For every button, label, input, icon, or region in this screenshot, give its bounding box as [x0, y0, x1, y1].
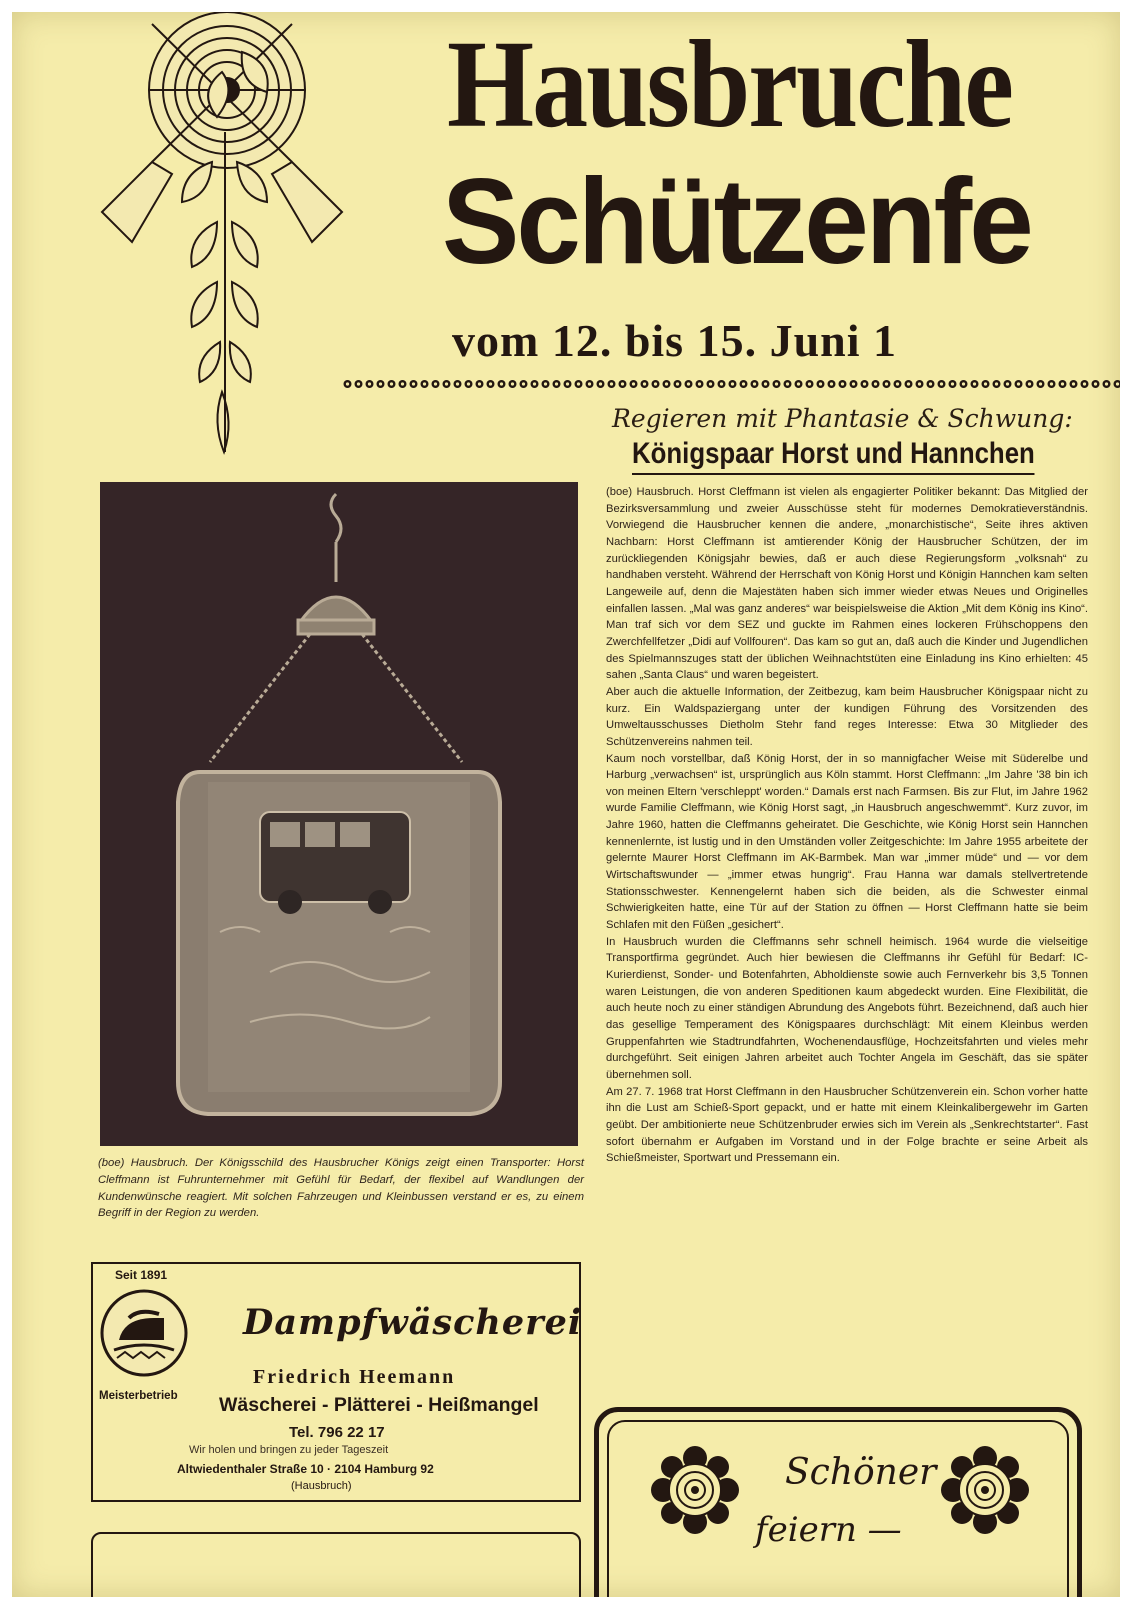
- promo-line-2: feiern —: [755, 1510, 902, 1550]
- ad-since: Seit 1891: [115, 1268, 168, 1282]
- ad-master-badge: Meisterbetrieb: [99, 1390, 178, 1402]
- article-kicker: Regieren mit Phantasie & Schwung:: [612, 404, 1073, 433]
- newspaper-page: [12, 12, 1120, 1597]
- kings-shield-photo: [100, 482, 578, 1146]
- second-ad-frame: [91, 1532, 581, 1597]
- article-body: [606, 484, 1088, 1167]
- headline-dates: vom 12. bis 15. Juni 1: [452, 315, 898, 366]
- ad-services: Wäscherei - Plätterei - Heißmangel: [219, 1394, 539, 1416]
- target-rosette-icon: [649, 1444, 741, 1536]
- article-paragraph: Kaum noch vorstellbar, daß König Horst, der in so mannigfacher Weise mit Süderelbe und Harburg „verwachsen“ ist, ursprünglich aus Köln stammt. Horst Cleffmann: „Im Jahre '38 bin ich von meinen Eltern 'verschleppt' worden.“ Damals erst nach Farmsen. Bis zur Flut, im Jahre 1962 wurde Familie Cleffmann, wie König Horst sagt, „in Hausbruch angeschwemmt“. Kurz zuvor, im Jahre 1960, hatten die Cleffmanns geheiratet. Die Geschichte, wie König Horst sein Hannchen kennenlernte, ist lustig und in den Umständen voller Zeitgeschichte: Im Jahre 1955 arbeitete der gelernte Maurer Horst Cleffmann im AK-Barmbek. Man war „immer müde“ und — vor dem Wirtschaftswunder — „immer etwas hungrig“. Frau Hanna war damals stellvertretende Stationsschwester. Kennengelernt haben sich die beiden, als die Schwester einmal Schwierigkeiten hatte, eine Tür auf der Station zu öffnen — Horst Cleffmann hatte sie beim Schlafen mit den Füßen „gesichert“.: [606, 752, 1088, 932]
- shooting-club-emblem: [92, 12, 352, 462]
- article-paragraph: In Hausbruch wurden die Cleffmanns sehr schnell heimisch. 1964 wurde die vielseitige Transportfirma gegründet. Auch hier bewiesen die Cleffmanns ihr Gefühl für Bedarf: IC-Kurierdienst, Sonder- und Botenfahrten, Abholdienste sowie auch Fernverkehr bis 3,5 Tonnen waren Leistungen, die von anderen Speditionen kaum abgedeckt wurden. Eine Flexibilität, die auch heute noch zu einer ständigen Abrundung des Angebots führt. Bezeichnend, daß auch hier das gesellige Temperament des Königspaares durchschlägt: Mit einem Kleinbus werden Gruppenfahrten wie Stadtrundfahrten, Wochenendausflüge, Hochzeitsfahrten und vieles mehr durchgeführt. Seit einigen Jahren arbeitet auch Tochter Angela im Geschäft, das sie später übernehmen soll.: [606, 935, 1088, 1081]
- headline-line-1: Hausbruche: [447, 15, 1012, 155]
- article-paragraph: Aber auch die aktuelle Information, der Zeitbezug, kam beim Hausbrucher Königspaar nicht zu kurz. Ein Waldspaziergang unter der kundigen Führung des Vorsitzenden des Umweltausschusses Dietholm Stehr fand reges Interesse: Etwa 30 Mitglieder des Schützenvereins nahmen teil.: [606, 685, 1088, 748]
- ad-business-name: Dampfwäscherei: [243, 1302, 583, 1343]
- ad-address: Altwiedenthaler Straße 10 · 2104 Hamburg 92: [177, 1462, 434, 1476]
- decorative-dotted-rule: [342, 377, 1120, 391]
- ad-district: (Hausbruch): [291, 1480, 352, 1492]
- ad-pickup-note: Wir holen und bringen zu jeder Tageszeit: [189, 1444, 389, 1456]
- photo-caption: (boe) Hausbruch. Der Königsschild des Hausbrucher Königs zeigt einen Transporter: Horst Cleffmann ist Fuhrunternehmer mit Gefühl für Bedarf, der flexibel auf Wandlungen der Kundenwünsche reagiert. Mit solchen Fahrzeugen und Kleinbussen verstand er es, zu einem Begriff in der Region zu werden.: [98, 1157, 584, 1220]
- promo-box: [594, 1407, 1082, 1597]
- promo-line-1: Schöner: [785, 1452, 937, 1493]
- article-title: Königspaar Horst und Hannchen: [632, 437, 1035, 475]
- headline-line-2: Schützenfe: [442, 152, 1031, 290]
- target-rosette-icon: [939, 1444, 1031, 1536]
- iron-logo-icon: [99, 1288, 189, 1378]
- laundry-advertisement: [91, 1262, 581, 1502]
- article-paragraph: Am 27. 7. 1968 trat Horst Cleffmann in den Hausbrucher Schützenverein ein. Schon vorher hatte ihn die Lust am Schieß-Sport gepackt, und er hatte mit einem Kleinkalibergewehr im Garten geübt. Der ambitionierte neue Schützenbruder erwies sich im Verein als „Senkrechtstarter“. Fast sofort übernahm er Aufgaben im Vorstand und in der Folge brachte er seine Arbeit als Schießmeister, Sportwart und Pressemann ein.: [606, 1085, 1088, 1165]
- ad-owner: Friedrich Heemann: [253, 1366, 456, 1388]
- ad-phone: Tel. 796 22 17: [289, 1424, 385, 1441]
- article-paragraph: (boe) Hausbruch. Horst Cleffmann ist vielen als engagierter Politiker bekannt: Das Mitglied der Bezirksversammlung und zweier Ausschüsse steht für modernes Demokratieverständnis. Vorwiegend die Hausbrucher kennen die andere, „monarchistische“, Seite ihres aktiven Nachbarn: Horst Cleffmann ist amtierender König der Hausbrucher Schützen, der im zurückliegenden Königsjahr bewies, daß er auch diese Regierungsform „volksnah“ zu handhaben versteht. Während der Herrschaft von König Horst und Königin Hannchen kam selten Langeweile auf, denn die Majestäten haben sich immer wieder etwas Neues und Originelles einfallen lassen. „Mal was ganz anderes“ war beispielsweise die Aktion „Mit dem König ins Kino“. Man traf sich vor dem SEZ und guckte im Rahmen eines lockeren Frühschoppens den Zwerchfellfetzer „Didi auf Vollfouren“. Das kam so gut an, daß auch die Kinder und Jugendlichen des Spielmannszuges statt der üblichen Weihnachtstüten eine Einladung ins Kino erhielten: 45 sahen „Santa Claus“ und waren begeistert.: [606, 486, 1088, 682]
